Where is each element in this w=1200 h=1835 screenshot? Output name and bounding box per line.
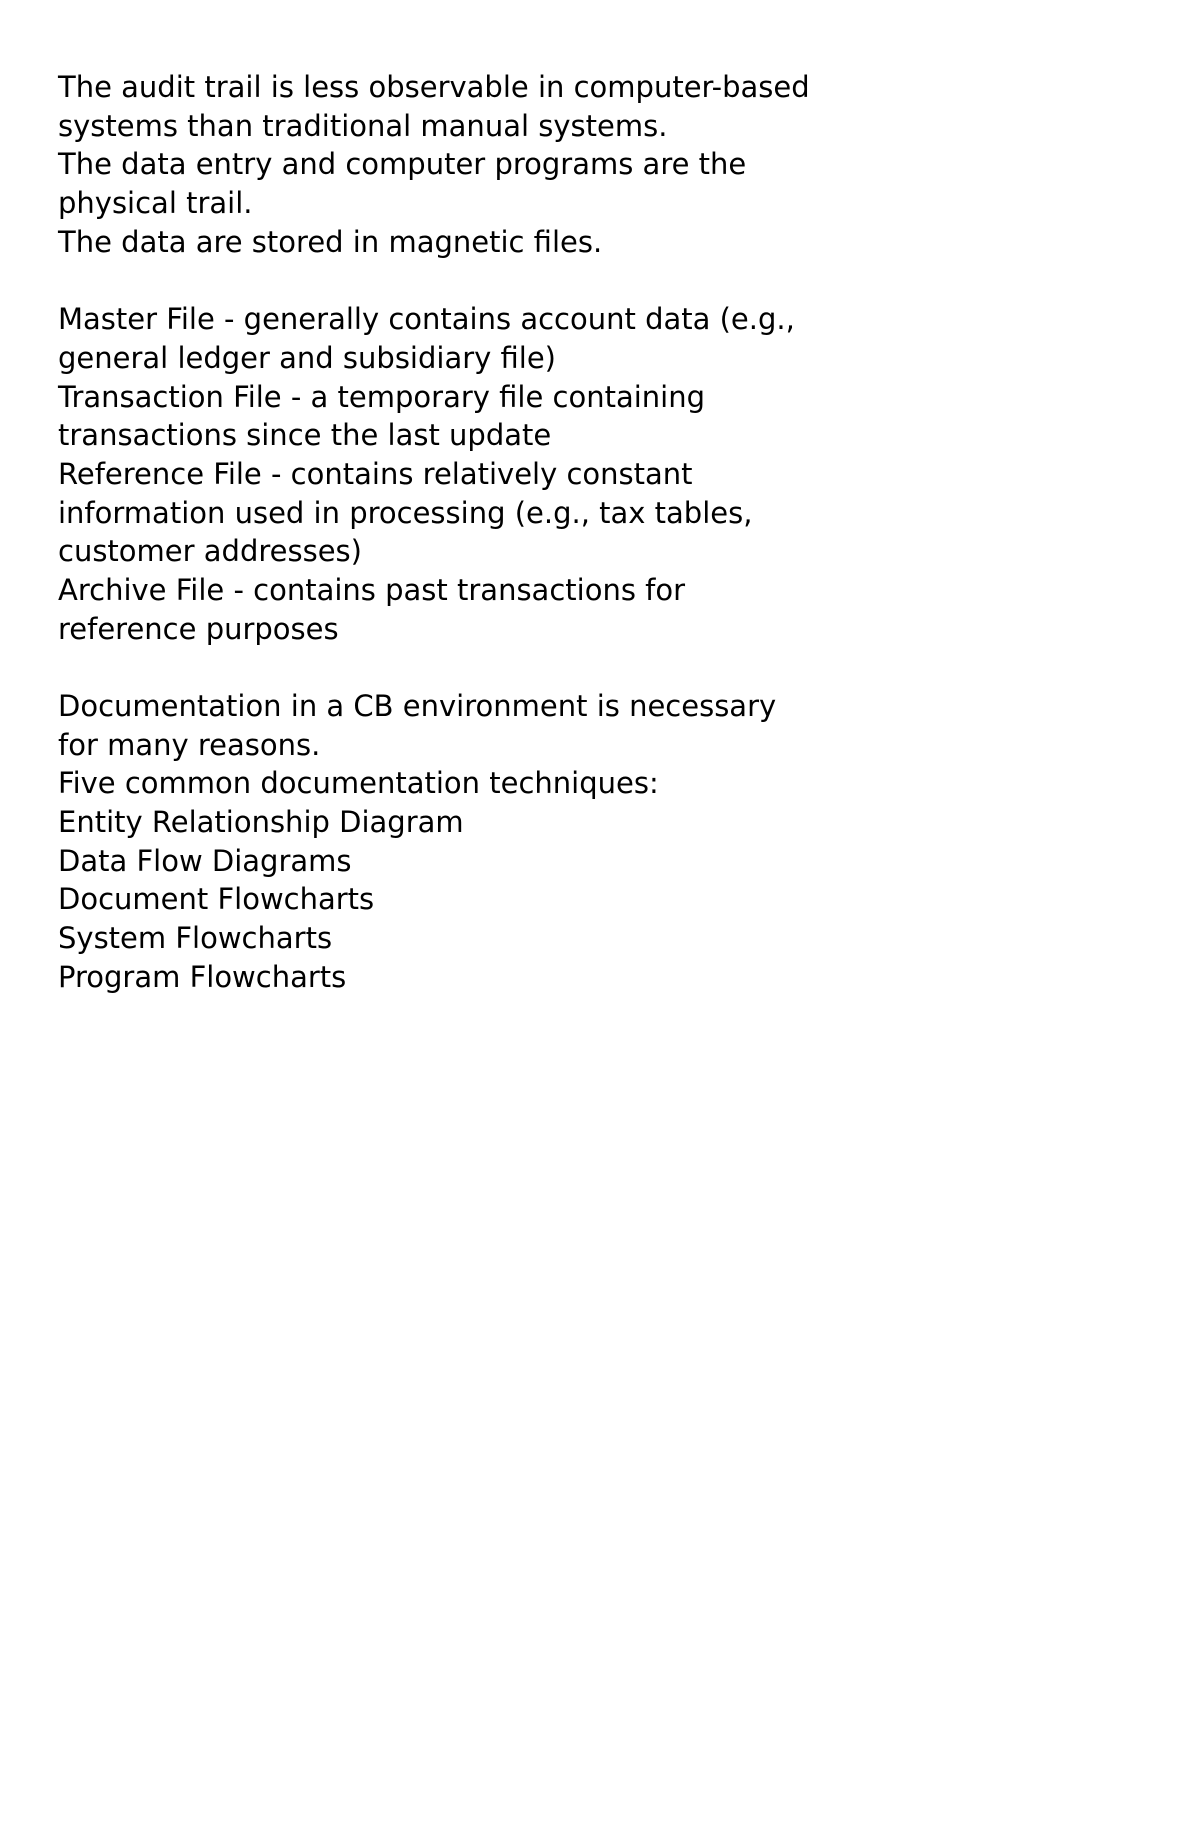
text-line: Archive File - contains past transactions for bbox=[58, 572, 686, 607]
text-line: transactions since the last update bbox=[58, 418, 552, 453]
text-line: The data entry and computer programs are the bbox=[58, 147, 747, 182]
text-line: physical trail. bbox=[58, 186, 253, 221]
text-line: Master File - generally contains account data (e.g., bbox=[58, 302, 795, 337]
paragraph-gap bbox=[58, 648, 958, 687]
text-line: The audit trail is less observable in computer-based bbox=[58, 70, 810, 104]
text-line: customer addresses) bbox=[58, 534, 362, 569]
text-body bbox=[58, 68, 958, 997]
paragraph-file-types bbox=[58, 300, 958, 648]
paragraph-audit-trail bbox=[58, 68, 958, 261]
text-line: Program Flowcharts bbox=[58, 959, 347, 994]
text-line: for many reasons. bbox=[58, 727, 321, 762]
paragraph-documentation bbox=[58, 687, 958, 997]
text-line: Data Flow Diagrams bbox=[58, 843, 352, 878]
text-line: information used in processing (e.g., tax tables, bbox=[58, 495, 753, 530]
text-line: Entity Relationship Diagram bbox=[58, 805, 464, 840]
text-line: Document Flowcharts bbox=[58, 882, 375, 917]
text-line: System Flowcharts bbox=[58, 921, 333, 956]
text-line: systems than traditional manual systems. bbox=[58, 108, 668, 143]
text-line: general ledger and subsidiary file) bbox=[58, 340, 556, 375]
text-line: The data are stored in magnetic files. bbox=[58, 224, 603, 259]
text-line: Five common documentation techniques: bbox=[58, 766, 659, 801]
text-line: Transaction File - a temporary file containing bbox=[58, 379, 706, 414]
text-line: Documentation in a CB environment is necessary bbox=[58, 689, 777, 723]
text-line: Reference File - contains relatively constant bbox=[58, 456, 693, 491]
paragraph-gap bbox=[58, 261, 958, 300]
text-line: reference purposes bbox=[58, 611, 339, 646]
